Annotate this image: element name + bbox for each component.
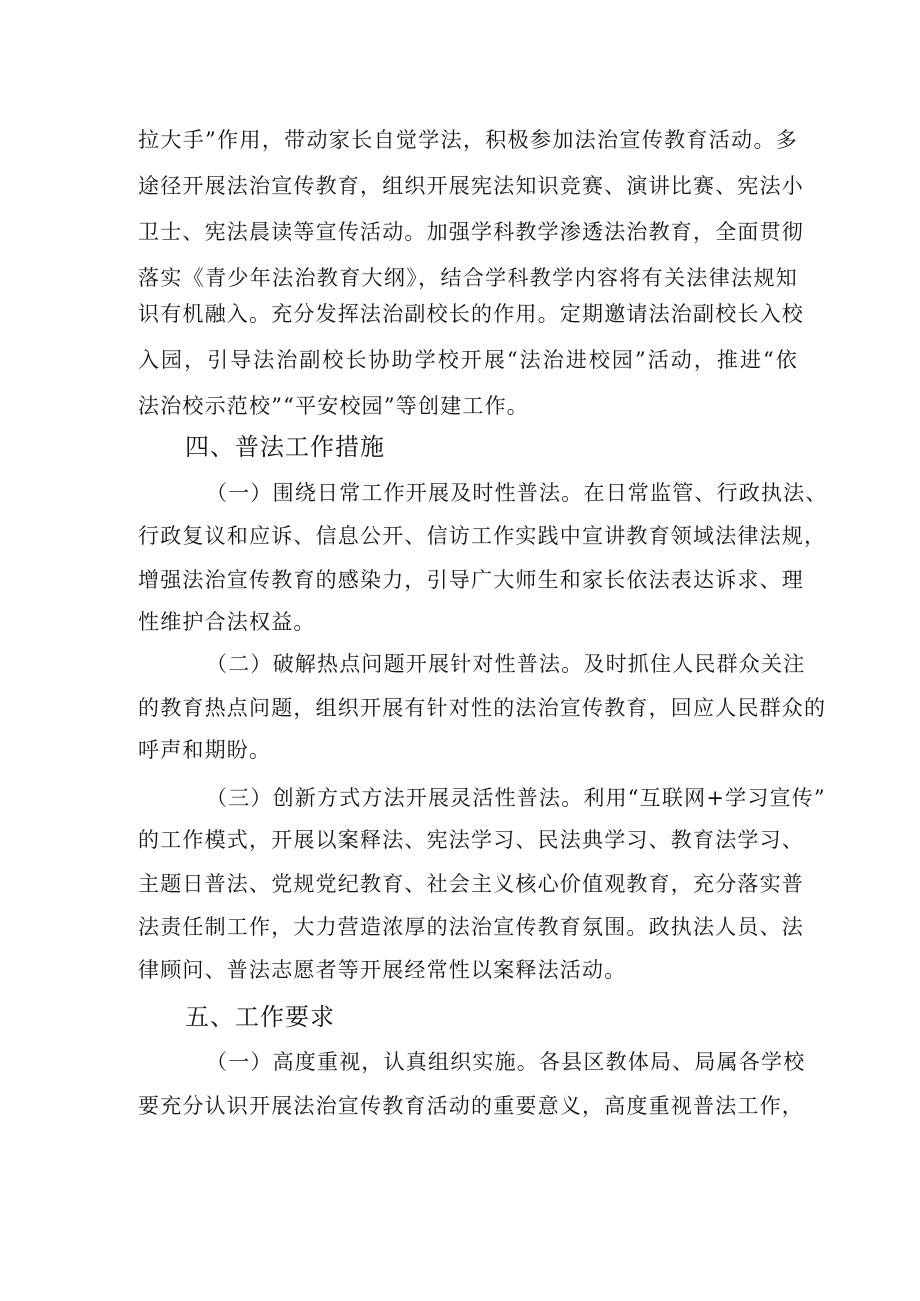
body-text-line: 性维护合法权益。: [138, 610, 316, 634]
body-text-line: （一）高度重视，认真组织实施。各县区教体局、局属各学校: [206, 1050, 806, 1074]
body-text-line: 律顾问、普法志愿者等开展经常性以案释法活动。: [138, 958, 627, 982]
body-text-line: 拉大手”作用，带动家长自觉学法，积极参加法治宣传教育活动。多: [138, 128, 798, 152]
body-text-line: 的工作模式，开展以案释法、宪法学习、民法典学习、教育法学习、: [138, 828, 804, 852]
body-text-line: 要充分认识开展法治宣传教育活动的重要意义，高度重视普法工作，: [138, 1094, 804, 1118]
body-text-line: 行政复议和应诉、信息公开、信访工作实践中宣讲教育领域法律法规，: [138, 524, 827, 548]
body-text-line: 卫士、宪法晨读等宣传活动。加强学科教学渗透法治教育，全面贯彻: [138, 220, 804, 244]
body-text-line: （一）围绕日常工作开展及时性普法。在日常监管、行政执法、: [206, 481, 828, 505]
body-text-line: （三）创新方式方法开展灵活性普法。利用“互联网+学习宣传”: [206, 786, 826, 810]
body-text-line: 落实《青少年法治教育大纲》，结合学科教学内容将有关法律法规知: [138, 266, 798, 290]
section-heading-4: 四、普法工作措施: [185, 433, 385, 461]
section-heading-5: 五、工作要求: [185, 1003, 335, 1031]
body-text-line: 途径开展法治宣传教育，组织开展宪法知识竞赛、演讲比赛、宪法小: [138, 174, 804, 198]
body-text-line: 识有机融入。充分发挥法治副校长的作用。定期邀请法治副校长入校: [138, 302, 804, 326]
body-text-line: 主题日普法、党规党纪教育、社会主义核心价值观教育，充分落实普: [138, 872, 804, 896]
body-text-line: （二）破解热点问题开展针对性普法。及时抓住人民群众关注: [206, 652, 806, 676]
body-text-line: 法责任制工作，大力营造浓厚的法治宣传教育氛围。政执法人员、法: [138, 915, 804, 939]
body-text-line: 的教育热点问题，组织开展有针对性的法治宣传教育，回应人民群众的: [138, 696, 827, 720]
body-text-line: 增强法治宣传教育的感染力，引导广大师生和家长依法表达诉求、理: [138, 568, 804, 592]
body-text-line: 法治校示范校”“平安校园”等创建工作。: [138, 394, 530, 418]
body-text-line: 入园，引导法治副校长协助学校开展“法治进校园”活动，推进“依: [138, 348, 798, 372]
body-text-line: 呼声和期盼。: [138, 738, 272, 762]
